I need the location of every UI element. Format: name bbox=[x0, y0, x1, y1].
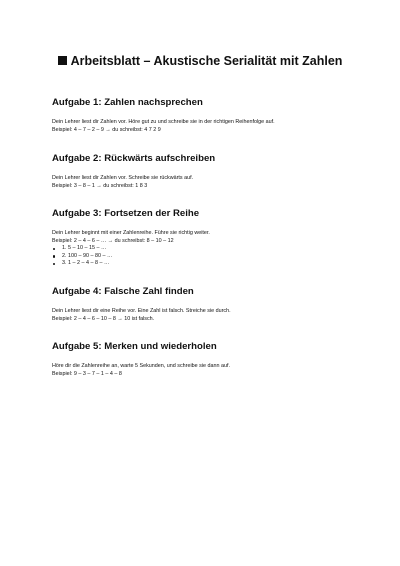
task-section-2 bbox=[52, 153, 352, 190]
task-section-4 bbox=[52, 286, 352, 323]
task-instruction: Höre dir die Zahlenreihe an, warte 5 Sekunden, und schreibe sie dann auf. bbox=[52, 363, 231, 369]
task-example: Beispiel: 2 – 4 – 6 – … → du schreibst: 8 – 10 – 12 bbox=[52, 237, 174, 244]
task-heading: Aufgabe 4: Falsche Zahl finden bbox=[52, 286, 194, 297]
task-instruction: Dein Lehrer liest dir Zahlen vor. Schreibe sie rückwärts auf. bbox=[52, 175, 194, 181]
task-instruction: Dein Lehrer liest dir Zahlen vor. Höre gut zu und schreibe sie in der richtigen Reihenfolge auf. bbox=[52, 119, 275, 125]
page-title bbox=[0, 54, 400, 68]
task-instruction: Dein Lehrer liest dir eine Reihe vor. Eine Zahl ist falsch. Streiche sie durch. bbox=[52, 308, 231, 314]
task-example: Beispiel: 9 – 3 – 7 – 1 – 4 – 8 bbox=[52, 370, 122, 377]
bullet-icon bbox=[53, 255, 55, 257]
task-heading: Aufgabe 1: Zahlen nachsprechen bbox=[52, 97, 203, 108]
list-item bbox=[52, 260, 352, 268]
task-instruction: Dein Lehrer beginnt mit einer Zahlenreihe. Führe sie richtig weiter. bbox=[52, 230, 210, 236]
task-heading: Aufgabe 3: Fortsetzen der Reihe bbox=[52, 208, 200, 219]
task-section-5 bbox=[52, 341, 352, 378]
list-item-text: 2. 100 – 90 – 80 – … bbox=[62, 252, 113, 259]
bullet-icon bbox=[53, 263, 55, 265]
task-example: Beispiel: 4 – 7 – 2 – 9 → du schreibst: 4 7 2 9 bbox=[52, 126, 161, 133]
task-section-1 bbox=[52, 97, 352, 134]
list-item-text: 1. 5 – 10 – 15 – … bbox=[62, 245, 107, 252]
task-heading: Aufgabe 2: Rückwärts aufschreiben bbox=[52, 153, 216, 164]
task-example: Beispiel: 2 – 4 – 6 – 10 – 8 → 10 ist falsch. bbox=[52, 315, 155, 322]
list-item bbox=[52, 245, 352, 253]
task-heading: Aufgabe 5: Merken und wiederholen bbox=[52, 341, 217, 352]
bullet-icon bbox=[53, 248, 55, 250]
list-item bbox=[52, 253, 352, 261]
black-square-icon bbox=[58, 56, 67, 65]
task-section-3 bbox=[52, 208, 352, 268]
task-example: Beispiel: 3 – 8 – 1 → du schreibst: 1 8 3 bbox=[52, 182, 148, 189]
list-item-text: 3. 1 – 2 – 4 – 8 – … bbox=[62, 260, 110, 267]
page-title-text: Arbeitsblatt – Akustische Serialität mit Zahlen bbox=[70, 54, 343, 68]
exercise-list bbox=[52, 245, 352, 268]
